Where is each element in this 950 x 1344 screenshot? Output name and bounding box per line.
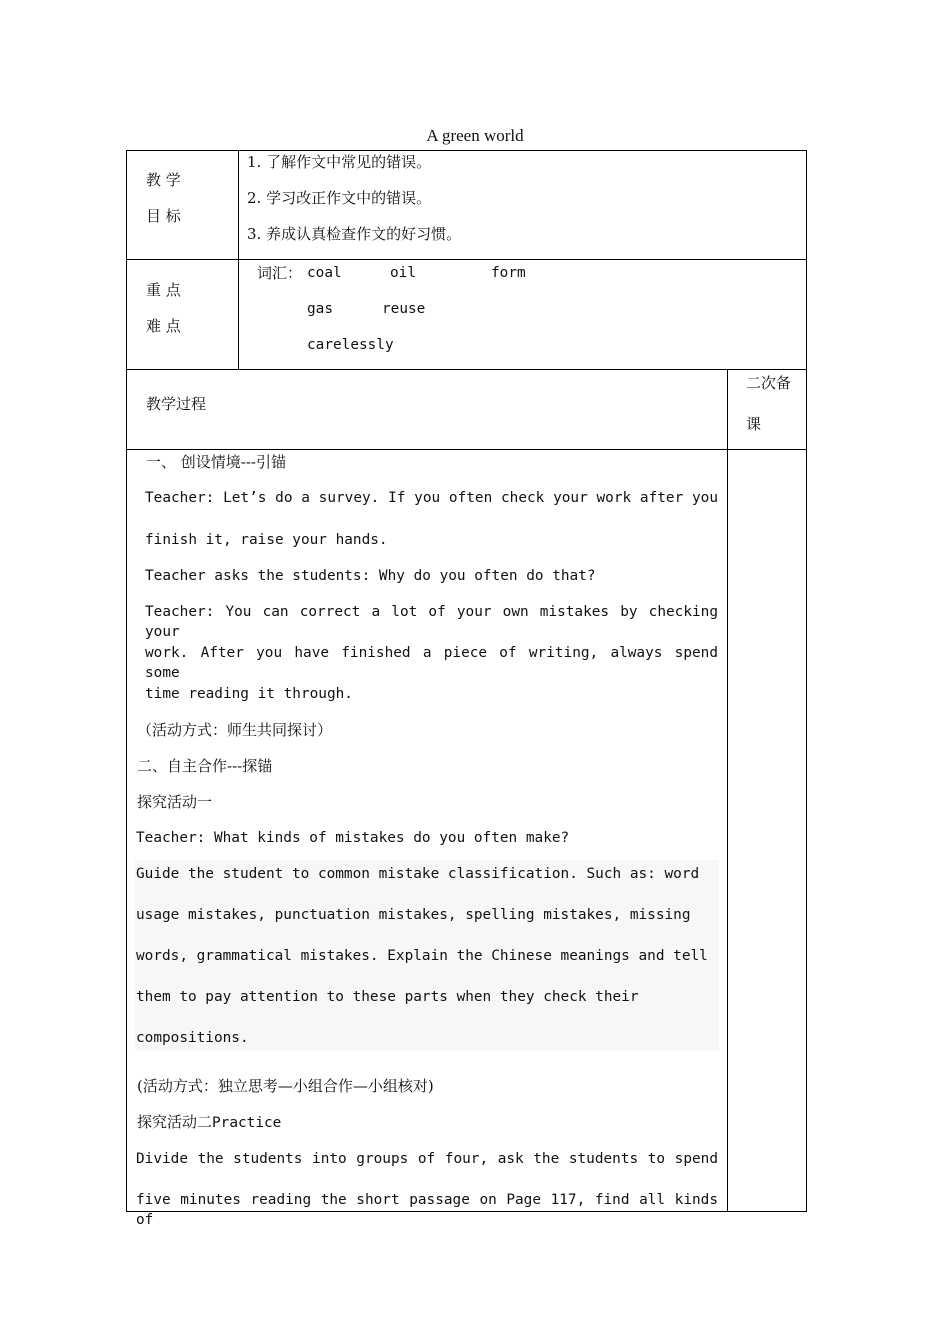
vocab-word: gas [307, 301, 333, 317]
paragraph-line: Guide the student to common mistake classification. Such as: word [136, 866, 700, 882]
paragraph-line: words, grammatical mistakes. Explain the Chinese meanings and tell [136, 948, 708, 964]
key-points-label-2: 难 点 [146, 317, 181, 335]
paragraph-line: Divide the students into groups of four, ask the students to spend [136, 1151, 718, 1167]
paragraph-line: Teacher: Let’s do a survey. If you often check your work after you [145, 490, 718, 506]
objective-item: 3. 养成认真检查作文的好习惯。 [247, 225, 462, 243]
activity-heading-en: Practice [212, 1115, 282, 1131]
section-heading: 一、 创设情境---引锚 [146, 453, 286, 471]
paragraph-line: Teacher asks the students: Why do you often do that? [145, 568, 596, 584]
second-prep-label-2: 课 [746, 415, 762, 433]
vocab-word: oil [390, 265, 416, 281]
process-label: 教学过程 [146, 395, 207, 413]
paragraph-line: work. After you have finished a piece of writing, always spend some [145, 645, 718, 681]
activity-method: （活动方式：师生共同探讨） [137, 721, 333, 739]
vocab-word: carelessly [307, 337, 394, 353]
activity-heading-cn: 探究活动二 [137, 1113, 213, 1131]
activity-heading [137, 1112, 281, 1133]
section-heading: 二、自主合作---探锚 [137, 757, 273, 775]
vocab-word: coal [307, 265, 342, 281]
second-prep-label-1: 二次备 [746, 374, 792, 392]
paragraph-line: finish it, raise your hands. [145, 532, 388, 548]
activity-heading: 探究活动一 [137, 793, 213, 811]
activity-method: (活动方式：独立思考—小组合作—小组核对) [137, 1077, 434, 1095]
vocab-word: form [491, 265, 526, 281]
objective-item: 2. 学习改正作文中的错误。 [247, 189, 432, 207]
objective-item: 1. 了解作文中常见的错误。 [247, 153, 432, 171]
vocab-label: 词汇： [257, 264, 303, 282]
paragraph-line: Teacher: What kinds of mistakes do you often make? [136, 830, 570, 846]
paragraph-line: five minutes reading the short passage on Page 117, find all kinds of [136, 1192, 718, 1228]
paragraph-line: usage mistakes, punctuation mistakes, spelling mistakes, missing [136, 907, 691, 923]
paragraph-line: time reading it through. [145, 686, 353, 702]
paragraph-line: them to pay attention to these parts when they check their [136, 989, 639, 1005]
paragraph-line: compositions. [136, 1030, 249, 1046]
objectives-label-1: 教 学 [146, 171, 181, 189]
objectives-label-2: 目 标 [146, 207, 181, 225]
page-title: A green world [426, 126, 524, 145]
paragraph-line: Teacher: You can correct a lot of your own mistakes by checking your [145, 604, 718, 640]
vocab-word: reuse [382, 301, 426, 317]
key-points-label-1: 重 点 [146, 281, 181, 299]
